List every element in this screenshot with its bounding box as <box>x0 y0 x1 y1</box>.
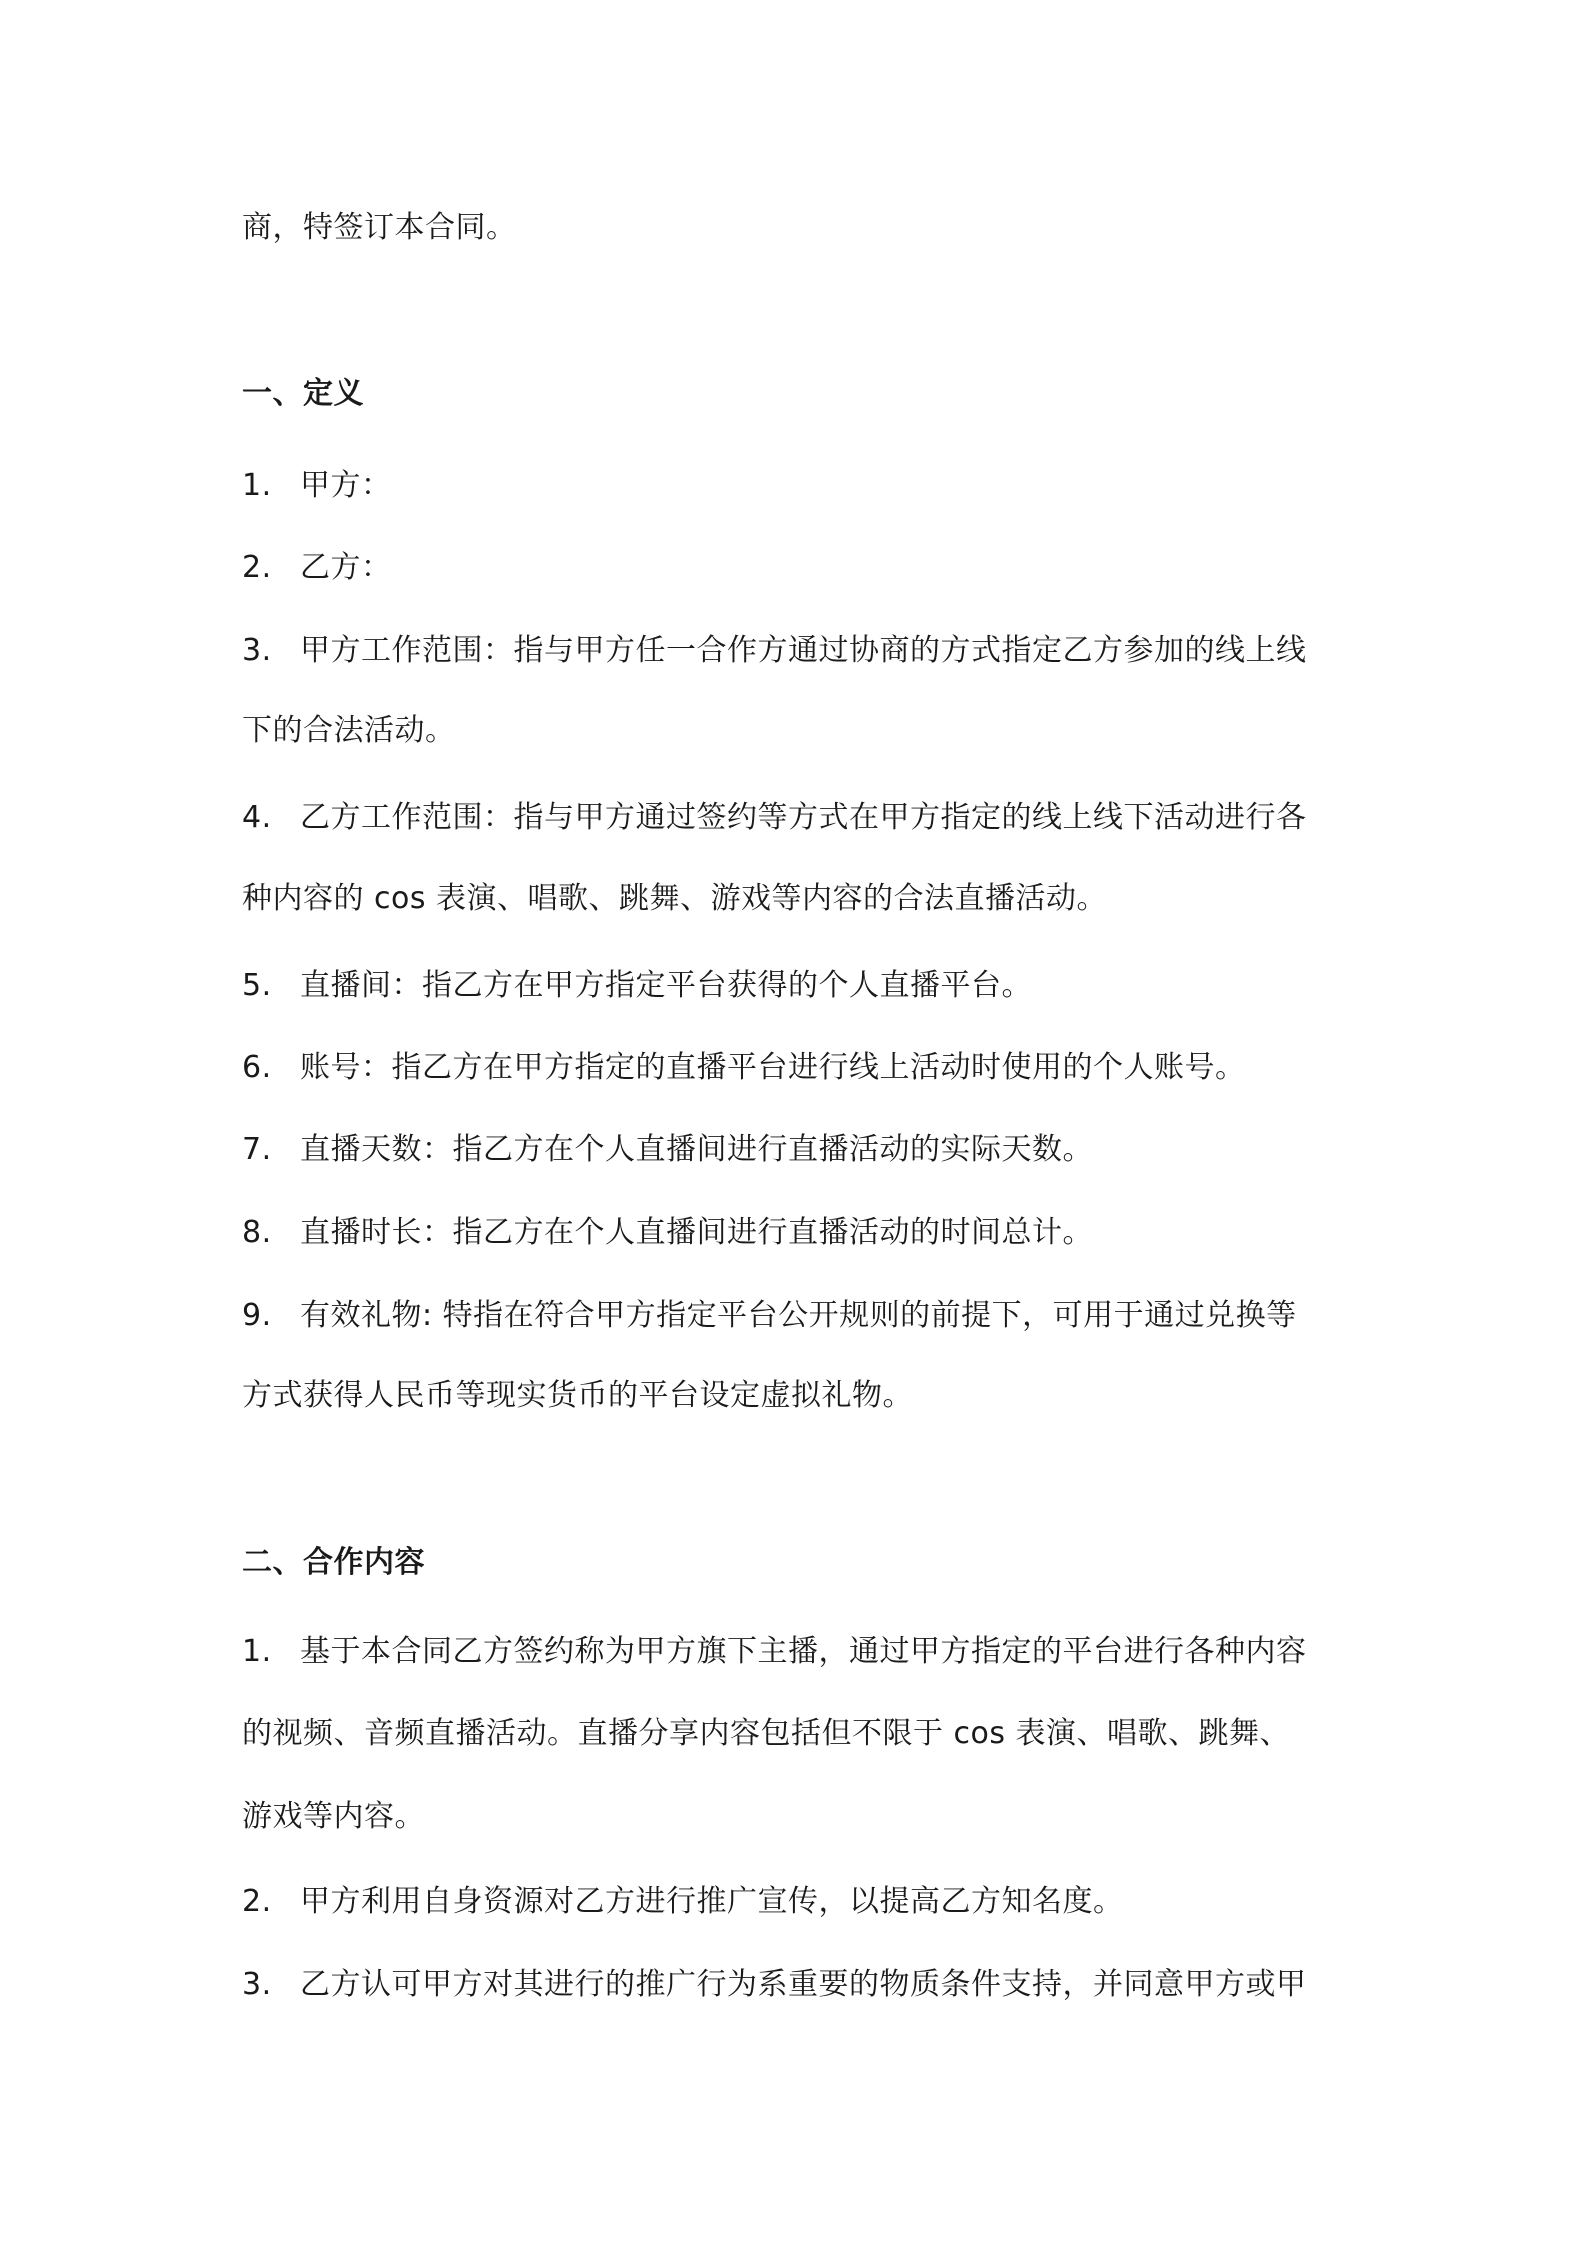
content-item <box>242 1963 1362 2007</box>
item-text: 基于本合同乙方签约称为甲方旗下主播，通过甲方指定的平台进行各种内容 <box>300 1634 1307 1669</box>
item-text: 甲方工作范围：指与甲方任一合作方通过协商的方式指定乙方参加的线上线 <box>300 633 1307 668</box>
item-number: 1. <box>242 1634 272 1669</box>
item-continuation: 游戏等内容。 <box>242 1799 425 1834</box>
item-number: 4. <box>242 800 272 835</box>
item-number: 8. <box>242 1215 272 1250</box>
section1-heading: 一、定义 <box>242 376 364 411</box>
item-text: 乙方工作范围：指与甲方通过签约等方式在甲方指定的线上线下活动进行各 <box>300 800 1307 835</box>
content-item <box>242 1880 1362 1924</box>
content-item <box>242 1630 1362 1674</box>
item-text: 乙方： <box>300 550 392 585</box>
item-number: 1. <box>242 468 272 503</box>
definition-item <box>242 464 1362 508</box>
definition-item <box>242 1294 1362 1338</box>
item-text: 乙方认可甲方对其进行的推广行为系重要的物质条件支持，并同意甲方或甲 <box>300 1967 1307 2002</box>
item-number: 3. <box>242 633 272 668</box>
item-text: 甲方： <box>300 468 392 503</box>
item-continuation: 的视频、音频直播活动。直播分享内容包括但不限于 cos 表演、唱歌、跳舞、 <box>242 1716 1291 1751</box>
definition-item <box>242 964 1362 1008</box>
item-number: 9. <box>242 1298 272 1333</box>
item-number: 7. <box>242 1132 272 1167</box>
item-continuation: 下的合法活动。 <box>242 713 456 748</box>
definition-item <box>242 629 1362 673</box>
intro-tail-text: 商，特签订本合同。 <box>242 210 517 245</box>
definition-item <box>242 1128 1362 1172</box>
item-text: 账号：指乙方在甲方指定的直播平台进行线上活动时使用的个人账号。 <box>300 1050 1246 1085</box>
item-continuation: 种内容的 cos 表演、唱歌、跳舞、游戏等内容的合法直播活动。 <box>242 881 1108 916</box>
definition-item <box>242 546 1362 590</box>
item-number: 6. <box>242 1050 272 1085</box>
section2-heading: 二、合作内容 <box>242 1545 425 1580</box>
item-text: 有效礼物: 特指在符合甲方指定平台公开规则的前提下，可用于通过兑换等 <box>300 1298 1297 1333</box>
definition-item <box>242 1211 1362 1255</box>
item-text: 直播间：指乙方在甲方指定平台获得的个人直播平台。 <box>300 968 1032 1003</box>
item-number: 3. <box>242 1967 272 2002</box>
definition-item <box>242 1046 1362 1090</box>
definition-item <box>242 796 1362 840</box>
item-number: 2. <box>242 1884 272 1919</box>
item-number: 5. <box>242 968 272 1003</box>
item-continuation: 方式获得人民币等现实货币的平台设定虚拟礼物。 <box>242 1378 913 1413</box>
item-text: 直播天数：指乙方在个人直播间进行直播活动的实际天数。 <box>300 1132 1093 1167</box>
item-text: 直播时长：指乙方在个人直播间进行直播活动的时间总计。 <box>300 1215 1093 1250</box>
item-text: 甲方利用自身资源对乙方进行推广宣传，以提高乙方知名度。 <box>300 1884 1124 1919</box>
item-number: 2. <box>242 550 272 585</box>
